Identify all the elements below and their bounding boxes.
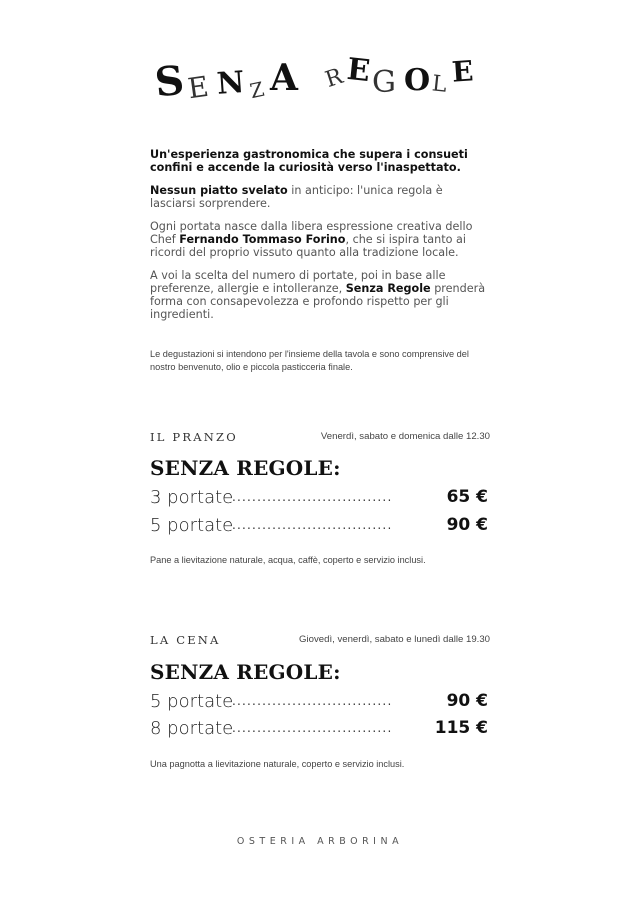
title-letter: Z [247,76,267,104]
page-title [150,52,500,112]
menu-row [150,718,488,742]
price: 115 € [434,718,488,738]
lunch-label: IL PRANZO [150,430,238,444]
course-count: 8 portate [150,718,234,739]
intro-emphasis: Nessun piatto svelato [150,184,288,197]
title-letter: O [404,63,431,98]
title-letter: G [372,65,396,100]
course-count: 5 portate [150,691,234,712]
course-count: 3 portate [150,487,234,508]
intro-text-span: Ogni portata nasce dalla libera espressione creativa dello Chef [150,220,473,246]
intro-text [150,148,490,331]
leader-dots: ................................ [232,518,393,532]
intro-text-span: in anticipo: l'unica regola è lasciarsi sorprendere. [150,184,443,210]
title-letter: E [185,69,211,106]
dinner-header [150,633,490,649]
dinner-footnote: Una pagnotta a lievitazione naturale, coperto e servizio inclusi. [150,759,405,769]
intro-emphasis: Senza Regole [345,282,431,295]
intro-paragraph [150,220,490,259]
lunch-hours: Venerdì, sabato e domenica dalle 12.30 [320,431,490,442]
title-letter: N [215,65,246,102]
title-letter: E [345,51,372,90]
intro-paragraph [150,184,490,210]
price: 90 € [446,515,488,535]
lunch-heading: SENZA REGOLE: [150,456,341,480]
leader-dots: ................................ [232,721,393,735]
title-letter: E [450,54,475,89]
title-letter: A [270,57,298,99]
intro-text-span: prenderà forma con consapevolezza e profondo rispetto per gli ingredienti. [150,282,486,321]
restaurant-brand: OSTERIA ARBORINA [236,836,404,847]
tasting-note: Le degustazioni si intendono per l'insieme della tavola e sono comprensive del nostro benvenuto, olio e piccola pasticceria finale. [150,349,469,372]
title-letter: L [430,71,448,98]
dinner-hours: Giovedì, venerdì, sabato e lunedì dalle 19.30 [299,634,490,645]
intro-paragraph [150,269,490,321]
dinner-label: LA CENA [150,633,221,647]
price: 65 € [446,487,488,507]
price: 90 € [446,691,488,711]
lunch-footnote: Pane a lievitazione naturale, acqua, caffè, coperto e servizio inclusi. [150,555,426,565]
title-letter: S [152,56,187,107]
lunch-header [150,430,490,446]
course-count: 5 portate [150,515,234,536]
leader-dots: ................................ [232,694,393,708]
menu-row [150,515,488,539]
intro-text-span: , che si ispira tanto ai ricordi del proprio vissuto quanto alla tradizione locale. [150,233,466,259]
title-letter: R [322,64,346,93]
dinner-heading: SENZA REGOLE: [150,660,341,684]
leader-dots: ................................ [232,490,393,504]
menu-row [150,487,488,511]
chef-name: Fernando Tommaso Forino [179,233,346,246]
intro-lead: Un'esperienza gastronomica che supera i consueti confini e accende la curiosità verso l'inaspettato. [150,148,468,174]
menu-row [150,691,488,715]
intro-text-span: A voi la scelta del numero di portate, poi in base alle preferenze, allergie e intolleranze, [150,269,446,295]
